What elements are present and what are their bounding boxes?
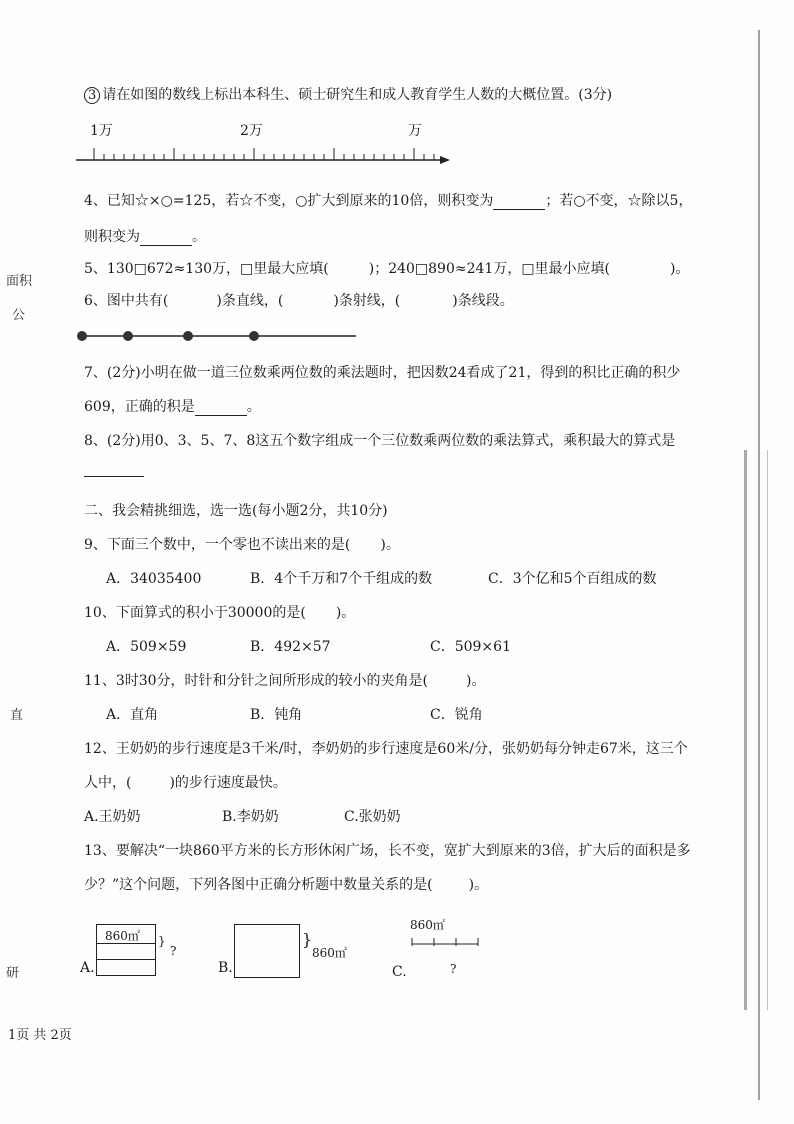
figure-b-rect <box>234 924 300 978</box>
number-line-ticks <box>94 148 434 160</box>
section-2-heading: 二、我会精挑细选，选一选(每小题2分，共10分) <box>84 503 388 519</box>
figure-c-question: ? <box>450 962 457 976</box>
question-12-text-2: )的步行速度最快。 <box>169 775 287 791</box>
figure-point-3 <box>183 331 193 341</box>
question-5-text-1: 5、130□672≈130万，□里最大应填( <box>84 261 329 277</box>
question-11-stem <box>84 670 485 690</box>
question-10-text: 10、下面算式的积小于30000的是( <box>84 605 306 621</box>
question-8-blank[interactable] <box>84 476 144 477</box>
question-13-line-1: 13、要解决“一块860平方米的长方形休闲广场，长不变，宽扩大到原来的3倍，扩大后的面积是多 <box>84 843 691 859</box>
question-7-text-end: 。 <box>246 399 261 415</box>
question-10-choice-c[interactable]: C．509×61 <box>430 639 511 655</box>
question-4-line-1 <box>84 190 692 210</box>
question-11-choice-a[interactable]: A．直角 <box>106 707 159 723</box>
question-7-line-2 <box>84 396 261 416</box>
question-3 <box>84 84 612 104</box>
question-5 <box>84 258 689 278</box>
question-13-text-end: )。 <box>468 877 489 893</box>
question-12-line-2 <box>84 772 287 792</box>
numberline-label-3: 万 <box>408 123 422 139</box>
question-10-text-end: )。 <box>335 605 356 621</box>
figure-c-label[interactable]: C. <box>392 964 407 980</box>
question-3-text: 请在如图的数线上标出本科生、硕士研究生和成人教育学生人数的大概位置。(3分) <box>102 87 613 103</box>
question-6-text-4: )条线段。 <box>452 293 514 309</box>
question-11-choice-c[interactable]: C．锐角 <box>430 707 483 723</box>
question-6-text-3: )条射线，( <box>333 293 401 309</box>
figure-a-area-label: 860㎡ <box>105 929 140 943</box>
question-4-text-1: 4、已知☆×○=125，若☆不变，○扩大到原来的10倍，则积变为 <box>84 193 494 209</box>
question-12-choice-b[interactable]: B.李奶奶 <box>222 809 279 825</box>
figure-a-label[interactable]: A. <box>80 960 95 976</box>
question-9-choice-a[interactable]: A．34035400 <box>106 571 202 587</box>
page-footer: 1页 共 2页 <box>8 1028 72 1043</box>
question-3-number: 3 <box>84 87 100 104</box>
question-4-blank-1[interactable] <box>493 209 545 210</box>
question-6-text-2: )条直线，( <box>216 293 284 309</box>
question-4-text-end: 。 <box>192 229 206 245</box>
margin-mark-1: 面积 <box>6 274 33 289</box>
scan-shadow-edge-2 <box>744 450 768 1010</box>
number-line <box>74 142 454 166</box>
question-5-text-3: )。 <box>670 261 690 277</box>
question-12-text-1: 人中，( <box>84 775 132 791</box>
figure-point-4 <box>249 331 259 341</box>
margin-mark-2: 公 <box>12 308 26 323</box>
question-12-choice-c[interactable]: C.张奶奶 <box>344 809 401 825</box>
margin-mark-4: 研 <box>6 966 20 981</box>
question-9-text-end: )。 <box>380 537 400 553</box>
figure-c-diagram <box>408 932 488 952</box>
question-9-choice-b[interactable]: B．4个千万和7个千组成的数 <box>250 571 433 587</box>
question-9-text: 9、下面三个数中，一个零也不读出来的是( <box>84 537 351 553</box>
question-7-line-1: 7、(2分)小明在做一道三位数乘两位数的乘法题时，把因数24看成了21，得到的积比正确的积少 <box>84 365 681 381</box>
question-4-line-2 <box>84 226 206 246</box>
question-12-line-1: 12、王奶奶的步行速度是3千米/时，李奶奶的步行速度是60米/分，张奶奶每分钟走67米，这三个 <box>84 741 688 757</box>
question-4-text-3: 则积变为 <box>84 229 140 245</box>
question-6-text-1: 6、图中共有( <box>84 293 169 309</box>
question-4-blank-2[interactable] <box>140 245 192 246</box>
figure-b-area-label: 860㎡ <box>312 946 347 960</box>
figure-a-brace: } <box>158 934 166 948</box>
question-9-choice-c[interactable]: C．3个亿和5个百组成的数 <box>488 571 657 587</box>
question-10-stem <box>84 602 355 622</box>
question-8-line-1: 8、(2分)用0、3、5、7、8这五个数字组成一个三位数乘两位数的乘法算式，乘积最大的算式是 <box>84 433 676 449</box>
question-10-choice-a[interactable]: A．509×59 <box>106 639 187 655</box>
question-12-choice-a[interactable]: A.王奶奶 <box>84 809 141 825</box>
figure-a-rect <box>96 924 156 976</box>
question-11-text: 11、3时30分，时针和分针之间所形成的较小的夹角是( <box>84 673 428 689</box>
question-11-text-end: )。 <box>466 673 486 689</box>
question-10-choice-b[interactable]: B．492×57 <box>250 639 331 655</box>
figure-point-1 <box>77 331 87 341</box>
number-line-arrow <box>440 156 450 164</box>
question-13-line-2 <box>84 874 488 894</box>
question-13-text: 少？”这个问题，下列各图中正确分析题中数量关系的是( <box>84 877 433 893</box>
figure-a-question: ? <box>170 944 177 958</box>
figure-point-2 <box>123 331 133 341</box>
numberline-label-2: 2万 <box>240 123 263 139</box>
figure-b-brace: } <box>302 930 313 949</box>
question-6 <box>84 290 514 310</box>
figure-c-area-label: 860㎡ <box>410 918 445 932</box>
question-4-text-2: ；若○不变，☆除以5， <box>545 193 693 209</box>
question-7-text: 609，正确的积是 <box>84 399 195 415</box>
numberline-label-1: 1万 <box>90 123 113 139</box>
question-9-stem <box>84 534 400 554</box>
question-11-choice-b[interactable]: B．钝角 <box>250 707 303 723</box>
question-5-text-2: )；240□890≈241万，□里最小应填( <box>368 261 611 277</box>
margin-mark-3: 直 <box>10 708 24 723</box>
question-7-blank[interactable] <box>195 415 247 416</box>
line-segment-figure <box>74 326 364 346</box>
figure-b-label[interactable]: B. <box>218 960 233 976</box>
